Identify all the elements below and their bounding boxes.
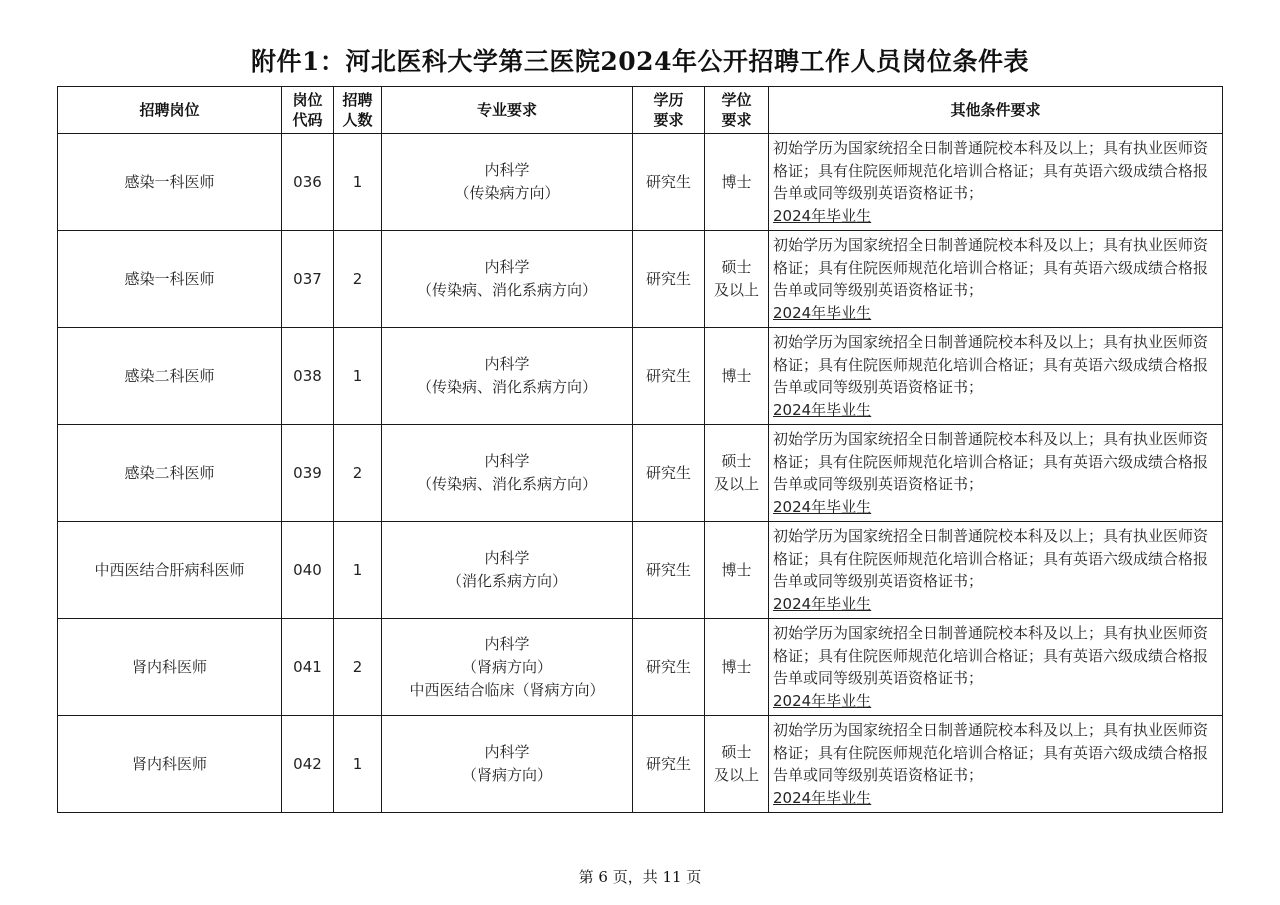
header-row — [58, 87, 1223, 134]
cell-degree — [705, 231, 769, 328]
cell-count: 1 — [334, 134, 382, 231]
cell-position: 感染二科医师 — [58, 328, 282, 425]
cell-major-line: （消化系病方向） — [446, 572, 567, 590]
header-count-line: 人数 — [342, 111, 373, 129]
header-other: 其他条件要求 — [769, 87, 1223, 134]
cell-count: 2 — [334, 619, 382, 716]
header-code-line: 代码 — [292, 111, 323, 129]
other-requirements-text: 初始学历为国家统招全日制普通院校本科及以上；具有执业医师资格证；具有住院医师规范化培训合格证；具有英语六级成绩合格报告单或同等级别英语资格证书； — [773, 139, 1209, 202]
cell-education: 研究生 — [633, 619, 705, 716]
cell-degree — [705, 134, 769, 231]
cell-major-line: 内科学 — [484, 452, 530, 470]
cell-degree — [705, 522, 769, 619]
cell-major — [382, 134, 633, 231]
graduation-requirement: 2024年毕业生 — [773, 594, 872, 613]
cell-education: 研究生 — [633, 522, 705, 619]
cell-major-line: 内科学 — [484, 634, 530, 653]
cell-degree-line: 博士 — [721, 657, 752, 676]
table-row — [58, 425, 1223, 522]
header-education — [633, 87, 705, 134]
cell-major-line: （传染病、消化系病方向） — [416, 475, 597, 493]
graduation-requirement: 2024年毕业生 — [773, 691, 872, 710]
header-position: 招聘岗位 — [58, 87, 282, 134]
graduation-requirement: 2024年毕业生 — [773, 400, 872, 419]
header-degree-line: 要求 — [721, 111, 752, 129]
cell-code: 036 — [282, 134, 334, 231]
cell-count: 1 — [334, 716, 382, 813]
cell-education: 研究生 — [633, 716, 705, 813]
cell-major — [382, 231, 633, 328]
cell-major-line: 内科学 — [484, 743, 530, 761]
cell-major-line: 中西医结合临床（肾病方向） — [409, 680, 605, 699]
other-requirements-text: 初始学历为国家统招全日制普通院校本科及以上；具有执业医师资格证；具有住院医师规范化培训合格证；具有英语六级成绩合格报告单或同等级别英语资格证书； — [773, 527, 1209, 590]
header-education-line: 要求 — [653, 111, 684, 129]
other-requirements-text: 初始学历为国家统招全日制普通院校本科及以上；具有执业医师资格证；具有住院医师规范化培训合格证；具有英语六级成绩合格报告单或同等级别英语资格证书； — [773, 236, 1209, 299]
cell-major-line: （传染病、消化系病方向） — [416, 378, 597, 396]
cell-count: 1 — [334, 522, 382, 619]
cell-major-line: 内科学 — [484, 549, 530, 567]
graduation-requirement: 2024年毕业生 — [773, 206, 872, 225]
cell-major-line: 内科学 — [484, 161, 530, 179]
table-row — [58, 328, 1223, 425]
cell-major — [382, 716, 633, 813]
cell-degree-line: 博士 — [721, 366, 752, 385]
cell-major — [382, 522, 633, 619]
cell-count: 2 — [334, 231, 382, 328]
graduation-requirement: 2024年毕业生 — [773, 303, 872, 322]
cell-position: 感染二科医师 — [58, 425, 282, 522]
cell-position: 中西医结合肝病科医师 — [58, 522, 282, 619]
cell-other — [769, 134, 1223, 231]
cell-major-line: 内科学 — [484, 258, 530, 276]
cell-other — [769, 231, 1223, 328]
cell-other — [769, 328, 1223, 425]
cell-other — [769, 619, 1223, 716]
cell-code: 039 — [282, 425, 334, 522]
cell-count: 2 — [334, 425, 382, 522]
cell-code: 042 — [282, 716, 334, 813]
header-degree-line: 学位 — [721, 91, 752, 109]
header-count-line: 招聘 — [342, 91, 373, 109]
cell-degree — [705, 619, 769, 716]
other-requirements-text: 初始学历为国家统招全日制普通院校本科及以上；具有执业医师资格证；具有住院医师规范化培训合格证；具有英语六级成绩合格报告单或同等级别英语资格证书； — [773, 333, 1209, 396]
cell-major — [382, 619, 633, 716]
cell-degree-line: 硕士 — [721, 452, 752, 470]
header-count — [334, 87, 382, 134]
cell-other — [769, 716, 1223, 813]
cell-major-line: （传染病、消化系病方向） — [416, 281, 597, 299]
cell-code: 038 — [282, 328, 334, 425]
header-education-line: 学历 — [653, 91, 684, 109]
cell-education: 研究生 — [633, 425, 705, 522]
cell-major-line: 内科学 — [484, 355, 530, 373]
cell-position: 肾内科医师 — [58, 716, 282, 813]
cell-code: 041 — [282, 619, 334, 716]
cell-major — [382, 425, 633, 522]
table-row — [58, 619, 1223, 716]
cell-major-line: （肾病方向） — [461, 766, 552, 784]
cell-degree-line: 硕士 — [721, 743, 752, 761]
page-title: 附件1：河北医科大学第三医院2024年公开招聘工作人员岗位条件表 — [251, 47, 1029, 76]
other-requirements-text: 初始学历为国家统招全日制普通院校本科及以上；具有执业医师资格证；具有住院医师规范化培训合格证；具有英语六级成绩合格报告单或同等级别英语资格证书； — [773, 624, 1209, 687]
cell-position: 肾内科医师 — [58, 619, 282, 716]
table-body — [58, 134, 1223, 813]
table-row — [58, 522, 1223, 619]
graduation-requirement: 2024年毕业生 — [773, 497, 872, 516]
cell-degree — [705, 425, 769, 522]
table-row — [58, 231, 1223, 328]
other-requirements-text: 初始学历为国家统招全日制普通院校本科及以上；具有执业医师资格证；具有住院医师规范化培训合格证；具有英语六级成绩合格报告单或同等级别英语资格证书； — [773, 430, 1209, 493]
cell-education: 研究生 — [633, 134, 705, 231]
header-major: 专业要求 — [382, 87, 633, 134]
graduation-requirement: 2024年毕业生 — [773, 788, 872, 807]
cell-degree-line: 及以上 — [713, 475, 759, 493]
cell-education: 研究生 — [633, 328, 705, 425]
header-degree — [705, 87, 769, 134]
cell-education: 研究生 — [633, 231, 705, 328]
cell-degree-line: 及以上 — [713, 766, 759, 784]
cell-degree-line: 博士 — [721, 172, 752, 191]
cell-degree-line: 硕士 — [721, 258, 752, 276]
cell-major-line: （肾病方向） — [461, 657, 552, 676]
other-requirements-text: 初始学历为国家统招全日制普通院校本科及以上；具有执业医师资格证；具有住院医师规范化培训合格证；具有英语六级成绩合格报告单或同等级别英语资格证书； — [773, 721, 1209, 784]
position-requirements-table — [57, 86, 1223, 813]
header-code — [282, 87, 334, 134]
table-row — [58, 134, 1223, 231]
cell-code: 037 — [282, 231, 334, 328]
page-footer: 第 6 页，共 11 页 — [578, 868, 702, 886]
cell-degree — [705, 716, 769, 813]
cell-other — [769, 522, 1223, 619]
table-row — [58, 716, 1223, 813]
cell-degree-line: 博士 — [721, 560, 752, 579]
cell-degree — [705, 328, 769, 425]
cell-major-line: （传染病方向） — [454, 184, 560, 202]
cell-code: 040 — [282, 522, 334, 619]
cell-other — [769, 425, 1223, 522]
cell-degree-line: 及以上 — [713, 281, 759, 299]
cell-position: 感染一科医师 — [58, 231, 282, 328]
cell-position: 感染一科医师 — [58, 134, 282, 231]
header-code-line: 岗位 — [292, 91, 323, 109]
cell-major — [382, 328, 633, 425]
cell-count: 1 — [334, 328, 382, 425]
